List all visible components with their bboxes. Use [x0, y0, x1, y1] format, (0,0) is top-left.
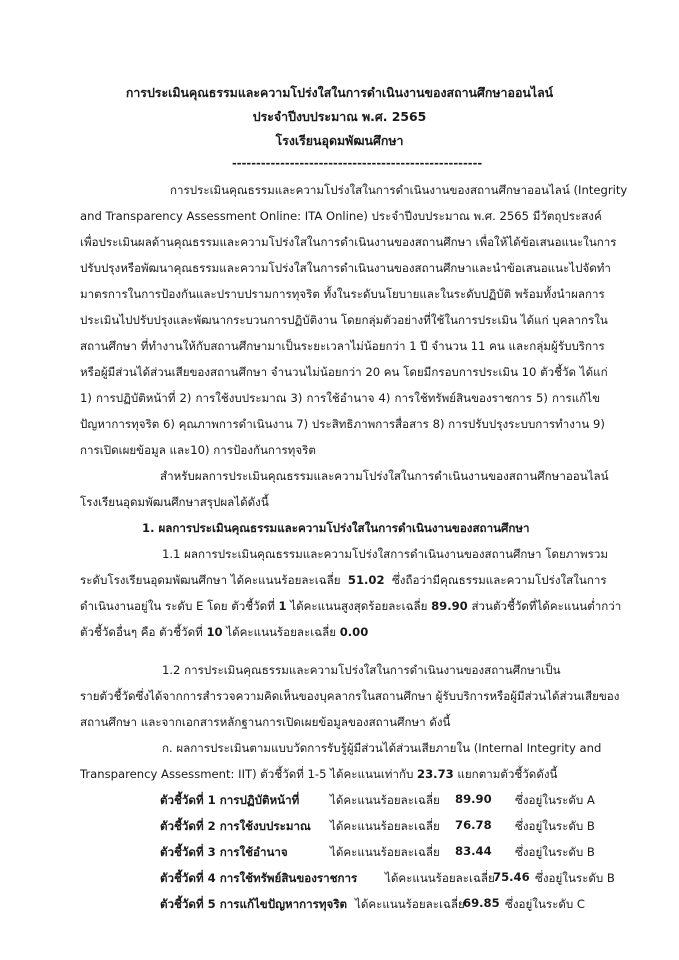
indicator-score: 69.85 — [463, 896, 500, 910]
top-indicator-score: 89.90 — [431, 599, 468, 613]
top-indicator-number: 1 — [278, 599, 287, 613]
p11-text: ดำเนินงานอยู่ใน ระดับ E โดย ตัวชี้วัดที่ — [80, 599, 275, 613]
fiscal-year-title: ประจำปีงบประมาณ พ.ศ. 2565 — [252, 109, 427, 124]
p11-text: ตัวชี้วัดอื่นๆ คือ ตัวชี้วัดที่ — [80, 625, 203, 639]
indicator-name: ตัวชี้วัดที่ 5 การแก้ไขปัญหาการทุจริต — [160, 897, 348, 911]
p11-text: ได้คะแนนสูงสุดร้อยละเฉลี่ย — [290, 599, 428, 613]
pk-line: ก. ผลการประเมินตามแบบวัดการรับรู้ผู้มีส่วนได้ส่วนเสียภายใน (Internal Integrity and — [162, 741, 602, 755]
pk-text: แยกตามตัวชี้วัดดังนี้ — [457, 767, 558, 781]
indicator-level: ซึ่งอยู่ในระดับ B — [535, 871, 615, 885]
intro-line: เพื่อประเมินผลด้านคุณธรรมและความโปร่งใสในการดำเนินงานของสถานศึกษา เพื่อให้ได้ข้อเสนอแนะในการ — [80, 235, 617, 249]
iit-score: 23.73 — [417, 767, 454, 781]
indicator-name: ตัวชี้วัดที่ 1 การปฏิบัติหน้าที่ — [160, 793, 300, 807]
indicator-level: ซึ่งอยู่ในระดับ B — [515, 819, 595, 833]
p11-text: ซึ่งถือว่ามีคุณธรรมและความโปร่งใสในการ — [391, 573, 607, 587]
pk-text: Transparency Assessment: IIT) ตัวชี้วัดที่ 1-5 ได้คะแนนเท่ากับ — [80, 767, 414, 781]
intro-line: สถานศึกษา ที่ทำงานให้กับสถานศึกษามาเป็นระยะเวลาไม่น้อยกว่า 1 ปี จำนวน 11 คน และกลุ่มผู้รับบริการ — [80, 339, 605, 353]
intro-line: หรือผู้มีส่วนได้ส่วนเสียของสถานศึกษา จำนวนไม่น้อยกว่า 20 คน โดยมีกรอบการประเมิน 10 ตัวชี้วัด ได้แก่ — [80, 365, 608, 379]
low-indicator-score: 0.00 — [339, 625, 369, 639]
p11-text: ระดับโรงเรียนอุดมพัฒนศึกษา ได้คะแนนร้อยละเฉลี่ย — [80, 573, 341, 587]
indicator-score: 76.78 — [455, 818, 492, 832]
indicator-label: ได้คะแนนร้อยละเฉลี่ย — [385, 871, 495, 885]
p11-line — [80, 624, 368, 642]
title-divider: ---------------------------------------------------- — [232, 156, 483, 170]
indicator-label: ได้คะแนนร้อยละเฉลี่ย — [330, 845, 440, 859]
indicator-label: ได้คะแนนร้อยละเฉลี่ย — [330, 819, 440, 833]
school-name-title: โรงเรียนอุดมพัฒนศึกษา — [275, 133, 404, 148]
indicator-label: ได้คะแนนร้อยละเฉลี่ย — [330, 793, 440, 807]
intro-line: มาตรการในการป้องกันและปราบปรามการทุจริต ทั้งในระดับนโยบายและในระดับปฏิบัติ พร้อมทั้งนำผลการ — [80, 287, 605, 301]
indicator-score: 83.44 — [455, 844, 492, 858]
pk-line — [80, 766, 557, 784]
summary-line: สำหรับผลการประเมินคุณธรรมและความโปร่งใสในการดำเนินงานของสถานศึกษาออนไลน์ — [160, 469, 609, 483]
indicator-score: 89.90 — [455, 792, 492, 806]
intro-line: ประเมินไปปรับปรุงและพัฒนากระบวนการปฏิบัติงาน โดยกลุ่มตัวอย่างที่ใช้ในการประเมิน ได้แก่ บุคลากรใน — [80, 313, 608, 327]
p11-line: 1.1 ผลการประเมินคุณธรรมและความโปร่งใสการดำเนินงานของสถานศึกษา โดยภาพรวม — [162, 547, 608, 561]
overall-score: 51.02 — [347, 573, 385, 587]
p12-line: 1.2 การประเมินคุณธรรมและความโปร่งใสในการดำเนินงานของสถานศึกษาเป็น — [162, 663, 561, 677]
intro-line: การประเมินคุณธรรมและความโปร่งใสในการดำเนินงานของสถานศึกษาออนไลน์ (Integrity — [170, 183, 628, 197]
indicator-row — [160, 896, 620, 914]
intro-line: การเปิดเผยข้อมูล และ10) การป้องกันการทุจริต — [80, 443, 316, 457]
document-title: การประเมินคุณธรรมและความโปร่งใสในการดำเนินงานของสถานศึกษาออนไลน์ — [125, 85, 554, 100]
intro-line: ปรับปรุงหรือพัฒนาคุณธรรมและความโปร่งใสในการดำเนินงานของสถานศึกษาและนำข้อเสนอแนะไปจัดทำ — [80, 261, 611, 275]
p12-line: รายตัวชี้วัดซึ่งได้จากการสำรวจความคิดเห็นของบุคลากรในสถานศึกษา ผู้รับบริการหรือผู้มีส่วนได้ส่วนเสียของ — [80, 689, 620, 703]
section-heading: 1. ผลการประเมินคุณธรรมและความโปร่งใสในการดำเนินงานของสถานศึกษา — [142, 521, 530, 535]
p11-text: ส่วนตัวชี้วัดที่ได้คะแนนต่ำกว่า — [471, 599, 622, 613]
intro-line: 1) การปฏิบัติหน้าที่ 2) การใช้งบประมาณ 3) การใช้อำนาจ 4) การใช้ทรัพย์สินของราชการ 5) การแก้ไข — [80, 391, 600, 405]
p12-line: สถานศึกษา และจากเอกสารหลักฐานการเปิดเผยข้อมูลของสถานศึกษา ดังนี้ — [80, 715, 451, 729]
intro-line: ปัญหาการทุจริต 6) คุณภาพการดำเนินงาน 7) ประสิทธิภาพการสื่อสาร 8) การปรับปรุงระบบการทำงาน 9) — [80, 417, 605, 431]
p11-line — [80, 572, 607, 590]
indicator-level: ซึ่งอยู่ในระดับ A — [515, 793, 595, 807]
intro-line: and Transparency Assessment Online: ITA Online) ประจำปีงบประมาณ พ.ศ. 2565 มีวัตถุประสงค์ — [80, 209, 602, 223]
p11-text: ได้คะแนนร้อยละเฉลี่ย — [226, 625, 337, 639]
indicator-level: ซึ่งอยู่ในระดับ B — [515, 845, 595, 859]
low-indicator-number: 10 — [206, 625, 223, 639]
summary-line: โรงเรียนอุดมพัฒนศึกษาสรุปผลได้ดังนี้ — [80, 495, 269, 509]
indicator-row — [160, 792, 620, 810]
indicator-row — [160, 870, 620, 888]
indicator-score: 75.46 — [493, 870, 530, 884]
indicator-row — [160, 844, 620, 862]
indicator-row — [160, 818, 620, 836]
indicator-name: ตัวชี้วัดที่ 4 การใช้ทรัพย์สินของราชการ — [160, 871, 358, 885]
indicator-name: ตัวชี้วัดที่ 3 การใช้อำนาจ — [160, 845, 288, 859]
indicator-name: ตัวชี้วัดที่ 2 การใช้งบประมาณ — [160, 819, 311, 833]
p11-line — [80, 598, 621, 616]
indicator-level: ซึ่งอยู่ในระดับ C — [505, 897, 585, 911]
indicator-label: ได้คะแนนร้อยละเฉลี่ย — [355, 897, 465, 911]
